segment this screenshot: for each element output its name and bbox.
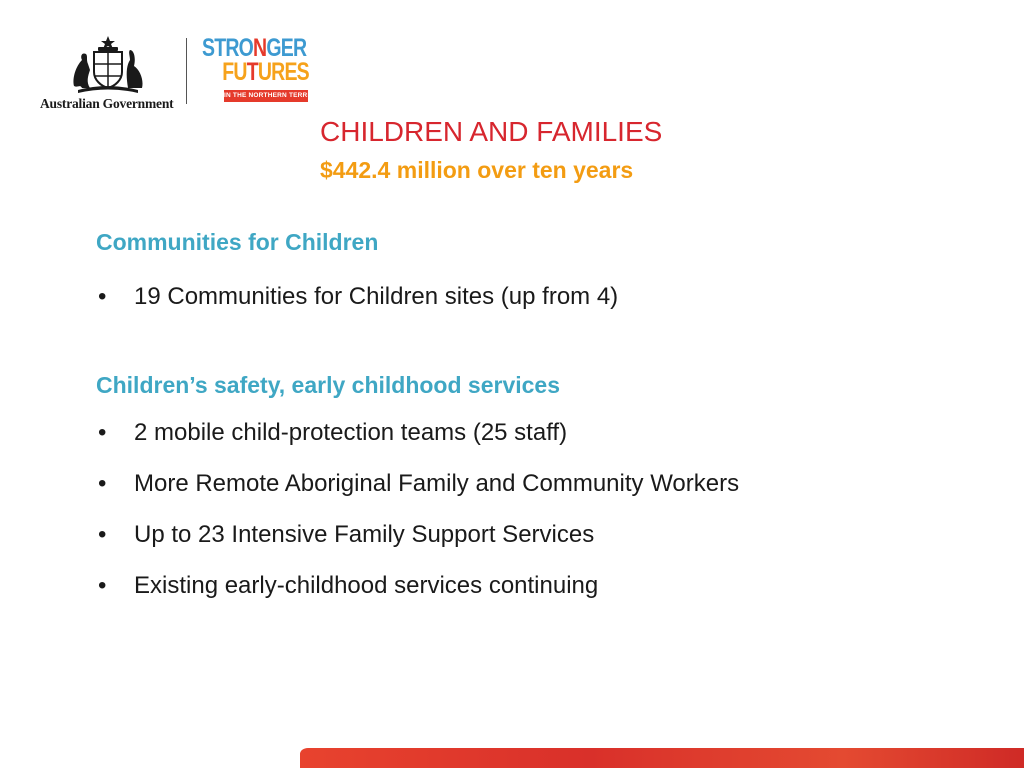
logo-line-2: FUTURES [222, 58, 309, 86]
australian-government-logo [40, 36, 174, 111]
section-heading-safety: Children’s safety, early childhood services [96, 372, 561, 398]
slide-title: CHILDREN AND FAMILIES [320, 116, 663, 147]
logo-band-text: IN THE NORTHERN TERRITORY [224, 90, 308, 102]
logo-line-1: STRONGER [202, 34, 307, 62]
bullet-list-communities [96, 282, 618, 333]
logo-divider [186, 38, 187, 104]
list-item: • More Remote Aboriginal Family and Community Workers [98, 470, 740, 497]
bullet-list-safety [96, 418, 739, 622]
list-item: • Up to 23 Intensive Family Support Services [98, 521, 595, 548]
bottom-decorative-stripe [300, 748, 1024, 768]
bullet-symbol: • [98, 419, 107, 446]
bullet-symbol: • [98, 521, 107, 548]
list-item: • 2 mobile child-protection teams (25 staff) [98, 419, 568, 446]
list-item: • Existing early-childhood services continuing [98, 572, 599, 599]
bullet-symbol: • [98, 283, 107, 310]
coat-of-arms-icon [68, 36, 148, 94]
government-name: Australian Government [40, 96, 174, 111]
slide-subtitle: $442.4 million over ten years [320, 157, 634, 183]
stronger-futures-logo [202, 34, 328, 106]
list-item: • 19 Communities for Children sites (up from 4) [98, 283, 619, 310]
bullet-symbol: • [98, 470, 107, 497]
bullet-symbol: • [98, 572, 107, 599]
section-heading-communities: Communities for Children [96, 229, 379, 255]
